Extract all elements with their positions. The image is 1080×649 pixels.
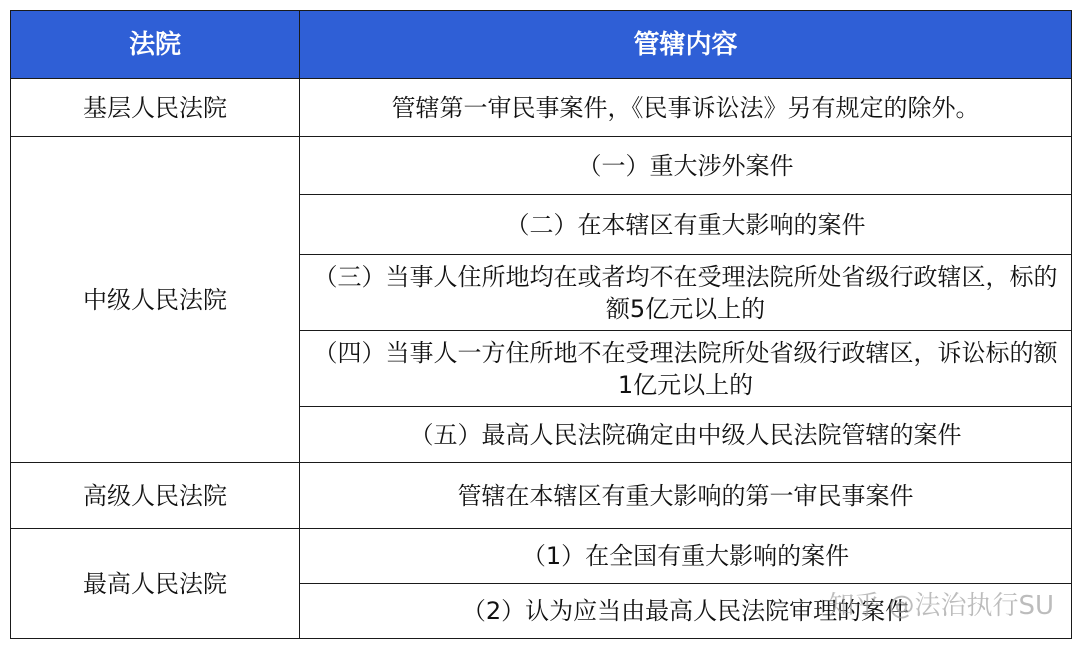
content-intermediate-4: （四）当事人一方住所地不在受理法院所处省级行政辖区，诉讼标的额1亿元以上的	[300, 331, 1072, 407]
content-intermediate-1: （一）重大涉外案件	[300, 137, 1072, 195]
court-name-high: 高级人民法院	[11, 463, 300, 529]
content-intermediate-5: （五）最高人民法院确定由中级人民法院管辖的案件	[300, 407, 1072, 463]
header-court: 法院	[11, 11, 300, 79]
content-supreme-1: （1）在全国有重大影响的案件	[300, 529, 1072, 584]
header-content: 管辖内容	[300, 11, 1072, 79]
content-intermediate-3: （三）当事人住所地均在或者均不在受理法院所处省级行政辖区，标的额5亿元以上的	[300, 255, 1072, 331]
content-basic: 管辖第一审民事案件，《民事诉讼法》另有规定的除外。	[300, 79, 1072, 137]
jurisdiction-table	[10, 10, 1072, 639]
watermark: 知乎 @法治执行SU	[828, 591, 1054, 621]
court-name-intermediate: 中级人民法院	[11, 137, 300, 463]
header-row	[11, 11, 1072, 79]
table-row	[11, 137, 1072, 195]
court-name-basic: 基层人民法院	[11, 79, 300, 137]
table-row	[11, 529, 1072, 584]
content-supreme-2: （2）认为应当由最高人民法院审理的案件	[300, 584, 1072, 639]
table-row	[11, 79, 1072, 137]
content-intermediate-2: （二）在本辖区有重大影响的案件	[300, 195, 1072, 255]
content-high: 管辖在本辖区有重大影响的第一审民事案件	[300, 463, 1072, 529]
table-row	[11, 463, 1072, 529]
court-name-supreme: 最高人民法院	[11, 529, 300, 639]
